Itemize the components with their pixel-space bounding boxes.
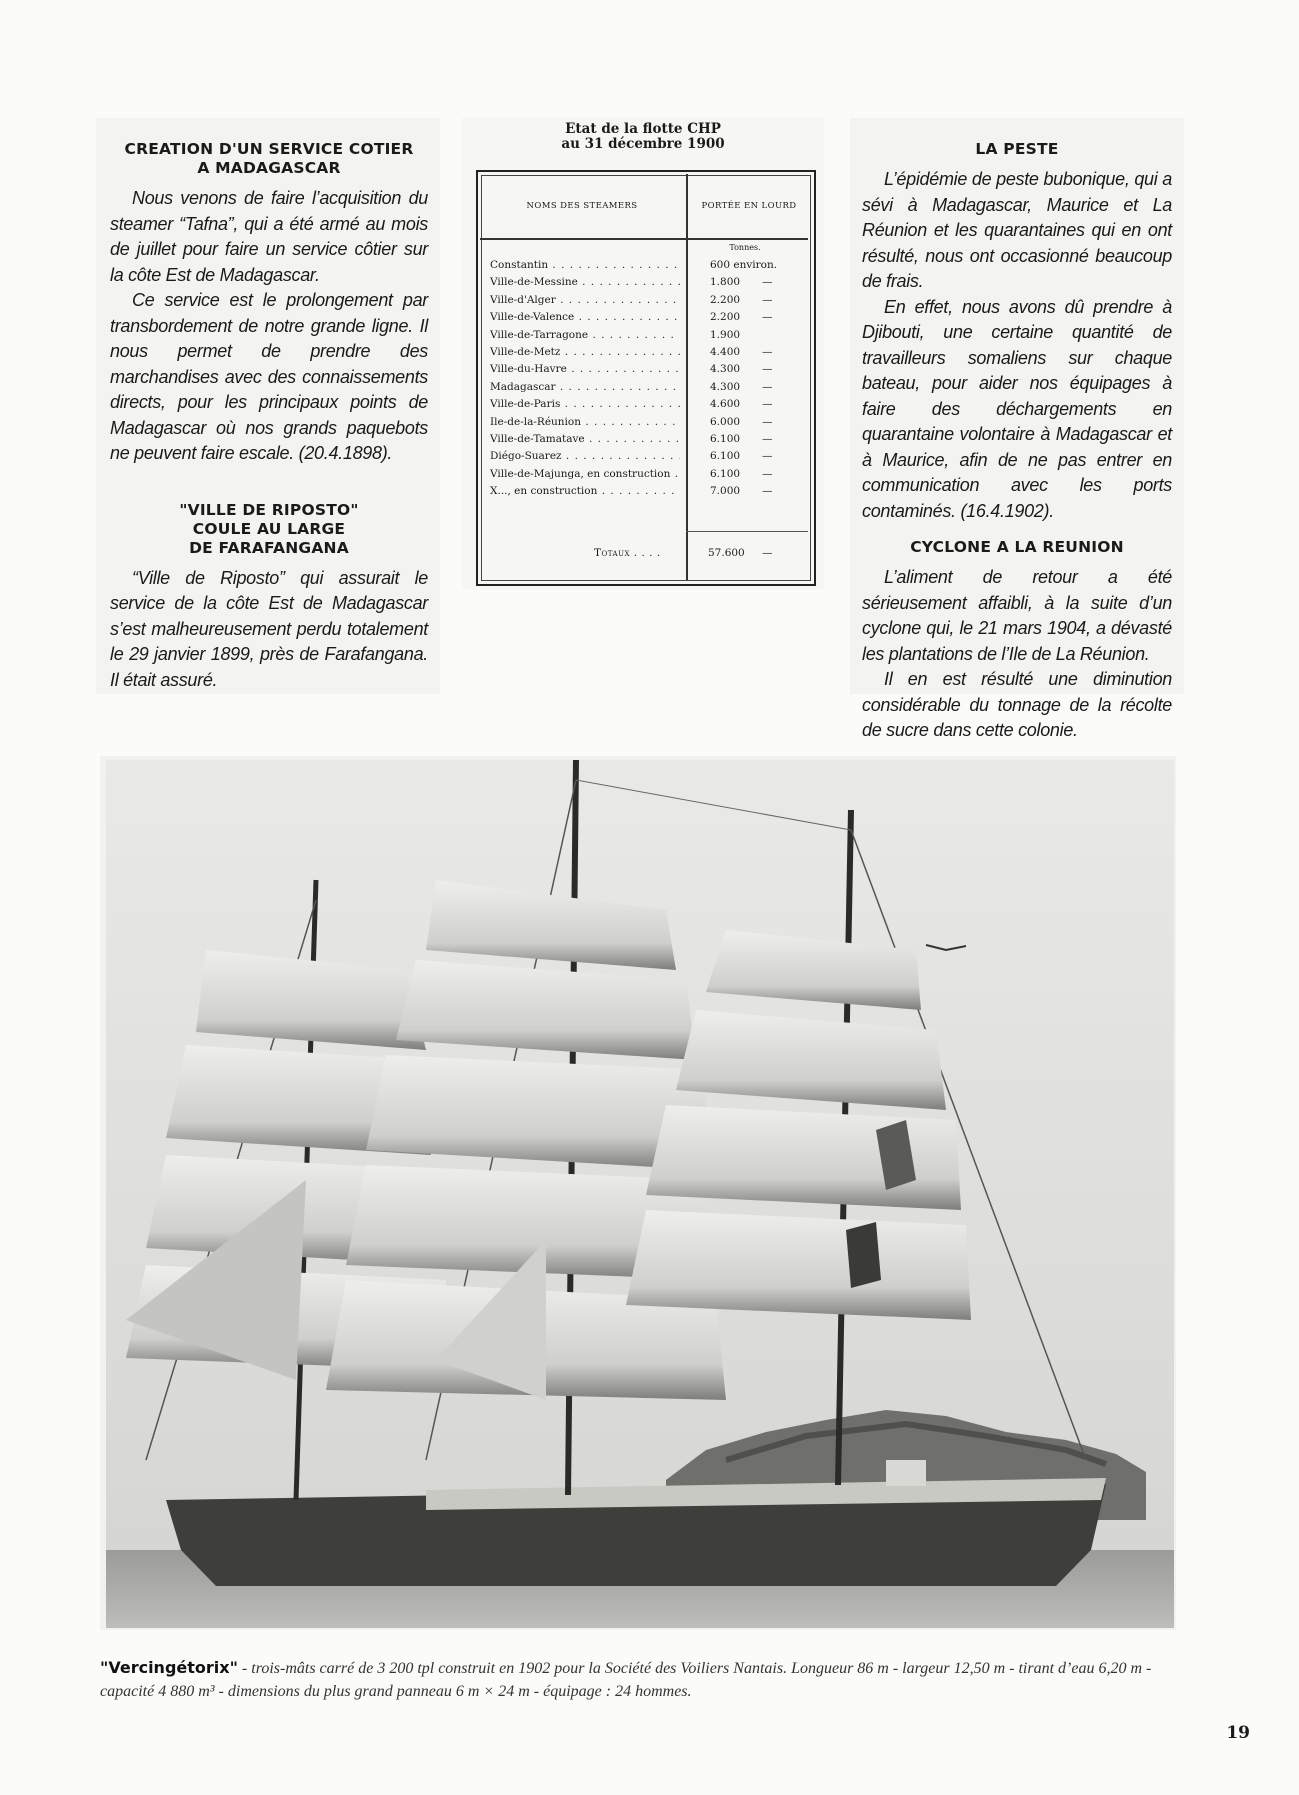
steamer-tonnage: 2.200 (710, 293, 741, 306)
steamer-name: Ville-de-Metz . . . (490, 343, 680, 361)
steamer-tonnage: 2.200 (710, 311, 741, 324)
caption-text: - trois-mâts carré de 3 200 tpl construit en 1902 pour la Société des Voiliers Nantais. Longueur 86 m - largeur 12,50 m - tirant d’eau 6,20 m - capacité 4 880 m³ - dimensions du plus grand panneau 6 m × 24 m - équipage : 24 hommes. (100, 1660, 1152, 1700)
total-rule (686, 531, 808, 532)
heading-line: DE FARAFANGANA (189, 538, 349, 557)
paragraph: Ce service est le prolongement par transbordement de notre grande ligne. Il nous permet de prendre des marchandises avec des connaissements directs, pour les principaux points de Madagascar où nos grands paquebots ne peuvent faire escale. (20.4.1898). (110, 290, 428, 463)
steamer-tonnage: 6.100 (710, 467, 741, 480)
table-row (490, 291, 810, 309)
table-row (490, 447, 810, 465)
table-totals-row (490, 544, 810, 562)
row-dash: — (762, 276, 773, 289)
row-dash: — (762, 380, 773, 393)
steamer-tonnage: 6.100 (710, 433, 741, 445)
table-row (490, 326, 810, 344)
steamer-name: Ville-de-Tamatave . . . (490, 430, 680, 448)
steamer-tonnage: 7.000 (710, 485, 741, 498)
paragraph: “Ville de Riposto” qui assurait le service de la côte Est de Madagascar s’est malheureusement perdu totalement le 29 janvier 1899, près de Farafangana. Il était assuré. (110, 567, 428, 690)
steamer-name: Ville-de-Paris . . . (490, 395, 680, 413)
table-title-line: au 31 décembre 1900 (561, 136, 725, 152)
table-title-line: Etat de la flotte CHP (565, 121, 721, 137)
steamer-tonnage: 6.000 (710, 415, 741, 428)
table-row (490, 482, 810, 500)
table-row (490, 256, 810, 274)
row-dash: — (762, 433, 773, 445)
heading-line: CREATION D'UN SERVICE COTIER (124, 140, 414, 158)
fleet-table-title (470, 122, 816, 152)
row-dash: — (762, 450, 773, 463)
steamer-tonnage: 6.100 (710, 450, 741, 463)
heading-line: LA PESTE (975, 140, 1059, 158)
column-header-names: NOMS DES STEAMERS (526, 201, 638, 211)
row-dash: — (762, 398, 773, 411)
table-row (490, 360, 810, 378)
steamer-tonnage: 1.900 (710, 328, 741, 341)
unit-label: Tonnes. (729, 243, 761, 252)
row-dash: — (762, 311, 773, 324)
photo-caption (100, 1656, 1186, 1703)
paragraph: L’aliment de retour a été sérieusement affaibli, à la suite d’un cyclone qui, le 21 mars 1904, a dévasté les plantations de l’Ile de La Réunion. (862, 567, 1172, 664)
section-heading-plague (862, 140, 1172, 159)
steamer-name: Constantin . . . (490, 256, 680, 274)
left-column (110, 140, 428, 693)
row-dash: — (762, 293, 773, 306)
steamer-name: Ville-de-Majunga, en construction . . . (490, 465, 680, 483)
heading-line: CYCLONE A LA REUNION (910, 538, 1124, 556)
table-row (490, 430, 810, 448)
steamer-tonnage: 1.800 (710, 276, 741, 289)
table-row (490, 273, 810, 291)
steamer-name: Diégo-Suarez . . . (490, 447, 680, 465)
row-dash: — (762, 467, 773, 480)
table-row (490, 308, 810, 326)
table-row (490, 395, 810, 413)
steamer-name: Ville-du-Havre . . . (490, 360, 680, 378)
heading-line: COULE AU LARGE (192, 519, 346, 538)
row-dash: — (762, 485, 773, 498)
steamer-name: Ile-de-la-Réunion . . . (490, 413, 680, 431)
steamer-tonnage: 600 environ. (710, 259, 778, 271)
section-heading-cyclone (862, 538, 1172, 557)
total-dash: — (762, 547, 773, 559)
ship-photograph (106, 760, 1174, 1628)
row-dash: — (762, 363, 773, 376)
paragraph: En effet, nous avons dû prendre à Djibouti, une certaine quantité de travailleurs somaliens sur chaque bateau, pour aider nos équipages à faire des déchargements en quarantaine volontaire à Madagascar et à Maurice, afin de ne pas entrer en communication avec les ports contaminés. (16.4.1902). (862, 296, 1172, 521)
steamer-name: Ville-de-Messine . . . (490, 273, 680, 291)
heading-line: "VILLE DE RIPOSTO" (179, 500, 359, 519)
section-heading-coastal-service (110, 140, 428, 178)
table-header-rule (480, 238, 808, 240)
steamer-name: Ville-de-Tarragone . . . (490, 326, 680, 344)
heading-line: A MADAGASCAR (197, 159, 341, 177)
table-row (490, 378, 810, 396)
row-dash: — (762, 346, 773, 358)
steamer-tonnage: 4.300 (710, 380, 741, 393)
steamer-tonnage: 4.600 (710, 398, 741, 411)
steamer-name: Ville-d'Alger . . . (490, 291, 680, 309)
right-column (862, 140, 1172, 744)
caption-ship-name: "Vercingétorix" (100, 1658, 238, 1677)
section-heading-riposto (110, 501, 428, 558)
paragraph: Nous venons de faire l’acquisition du steamer “Tafna”, qui a été armé au mois de juillet pour faire un service côtier sur la côte Est de Madagascar. (110, 188, 428, 285)
column-header-portee: PORTÉE EN LOURD (701, 201, 797, 211)
page-number: 19 (1226, 1723, 1250, 1743)
paragraph: Il en est résulté une diminution considérable du tonnage de la récolte de sucre dans cette colonie. (862, 669, 1172, 740)
total-label: Totaux . . . . (594, 544, 661, 562)
table-row (490, 465, 810, 483)
steamer-name: X..., en construction . . . (490, 482, 680, 500)
row-dash: — (762, 415, 773, 428)
steamer-tonnage: 4.300 (710, 363, 741, 376)
table-row (490, 343, 810, 361)
table-row (490, 413, 810, 431)
steamer-tonnage: 4.400 (710, 346, 741, 358)
total-value: 57.600 (708, 547, 745, 559)
steamer-name: Ville-de-Valence . . . (490, 308, 680, 326)
steamer-name: Madagascar . . . (490, 378, 680, 396)
paragraph: L’épidémie de peste bubonique, qui a sévi à Madagascar, Maurice et La Réunion et les quarantaines qui en ont résulté, nous ont occasionné beaucoup de frais. (862, 169, 1172, 291)
